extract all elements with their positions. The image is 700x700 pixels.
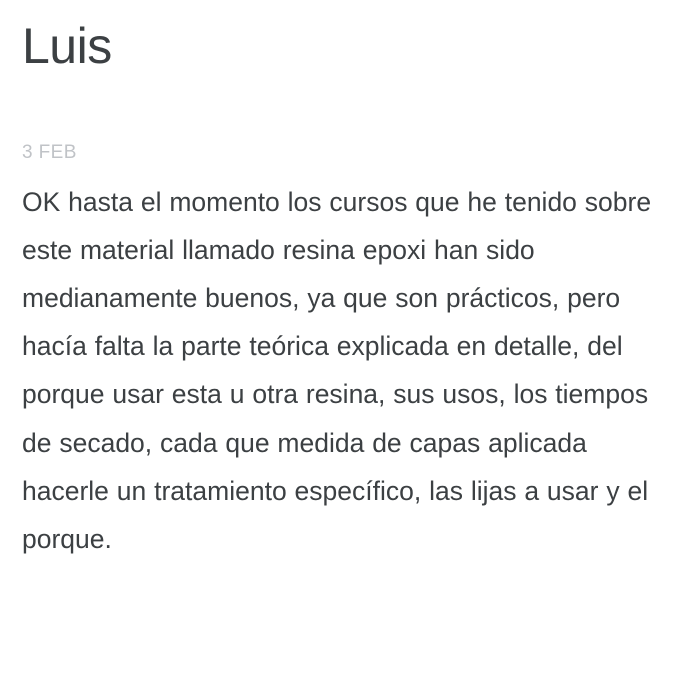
review-body-text: OK hasta el momento los cursos que he tenido sobre este material llamado resina epoxi han sido medianamente buenos, ya que son prácticos, pero hacía falta la parte teórica explicada en detalle, del porque usar esta u otra resina, sus usos, los tiempos de secado, cada que medida de capas aplicada hacerle un tratamiento específico, las lijas a usar y el porque. <box>22 186 652 555</box>
review-author-name: Luis <box>22 18 112 74</box>
review-date: 3 FEB <box>22 141 77 163</box>
review-meta-row <box>22 142 678 164</box>
